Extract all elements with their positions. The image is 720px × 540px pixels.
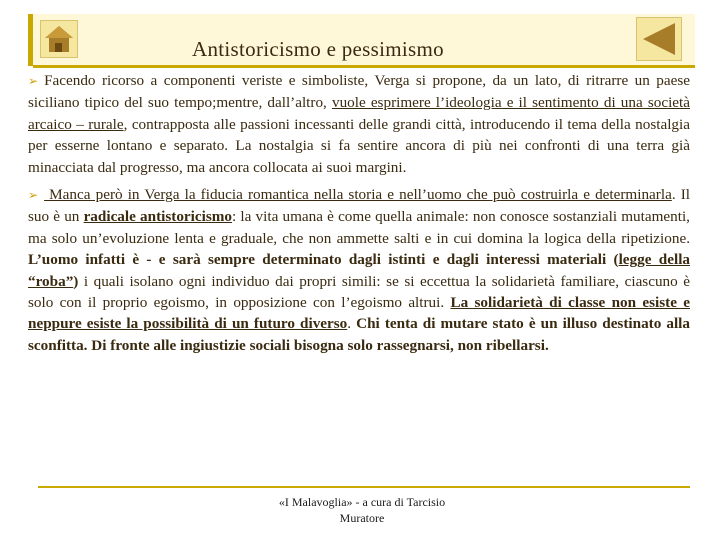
footer-divider (38, 486, 690, 488)
home-icon (41, 21, 77, 57)
back-button[interactable] (636, 17, 682, 61)
p2-solidarieta-di-classe: La solidarietà di classe non esiste e neppure esiste la possibilità di un futuro diverso (28, 294, 690, 333)
arrow-bullet-icon: ➢ (28, 188, 39, 203)
footer-line-2: Muratore (339, 511, 385, 525)
header-underline (33, 65, 695, 68)
p2-legge-della-roba: legge della “roba” (28, 251, 691, 290)
page-title: Antistoricismo e pessimismo (192, 37, 444, 61)
back-arrow-icon (637, 18, 681, 60)
p1-underlined-phrase: vuole esprimere l’ideologia e il sentimento di una società arcaico – rurale (28, 94, 690, 133)
paragraph-1 (28, 70, 690, 178)
p2-bold-paren: ) (73, 272, 79, 290)
p1-text-b: , contrapposta alle passioni incessanti delle grandi città, introducendo il tema della nostalgia per esserne lontano e separato. La nostalgia si fa sentire ancora di più nei confronti di una terra già minacciata dal progresso, ma ancora collocata ai suoi margini. (28, 115, 690, 176)
footer (262, 494, 462, 526)
paragraph-2 (28, 184, 690, 356)
p1-text-a: Facendo ricorso a componenti veriste e simboliste, Verga si propone, da un lato, di ritrarre un paese siciliano tipico del suo tempo;mentre, dall’altro, (28, 72, 690, 112)
arrow-bullet-icon: ➢ (28, 74, 39, 88)
p2-underlined-opening: Manca però in Verga la fiducia romantica nella storia e nell’uomo che può costruirla e determinarla (44, 186, 672, 204)
p2-text-b: : la vita umana è come quella animale: non conosce sostanziali mutamenti, ma solo un’evoluzione lenta e graduale, che non ammette salti e in cui domina la logica della ripetizione. (28, 208, 690, 247)
p2-radicale-antistoricismo: radicale antistoricismo (83, 208, 232, 226)
p2-text-a: . Il suo è un (28, 186, 690, 226)
p2-bold-statement: L’uomo infatti è - e sarà sempre determinato dagli istinti e dagli interessi materiali ( (28, 251, 619, 269)
footer-line-1: «I Malavoglia» - a cura di Tarcisio (278, 495, 446, 509)
p2-text-c: i quali isolano ogni individuo dai propri simili: se si eccettua la solidarietà familiare, ciascuno è solo con il proprio egoismo, in opposizione con l’egoismo altrui. (28, 272, 690, 312)
p2-text-d: . (347, 315, 357, 333)
main-content (28, 70, 690, 362)
home-button[interactable] (40, 20, 78, 58)
p2-bold-conclusion: Chi tenta di mutare stato è un illuso destinato alla sconfitta. Di fronte alle ingiustizie sociali bisogna solo rassegnarsi, non ribellarsi. (28, 315, 690, 354)
